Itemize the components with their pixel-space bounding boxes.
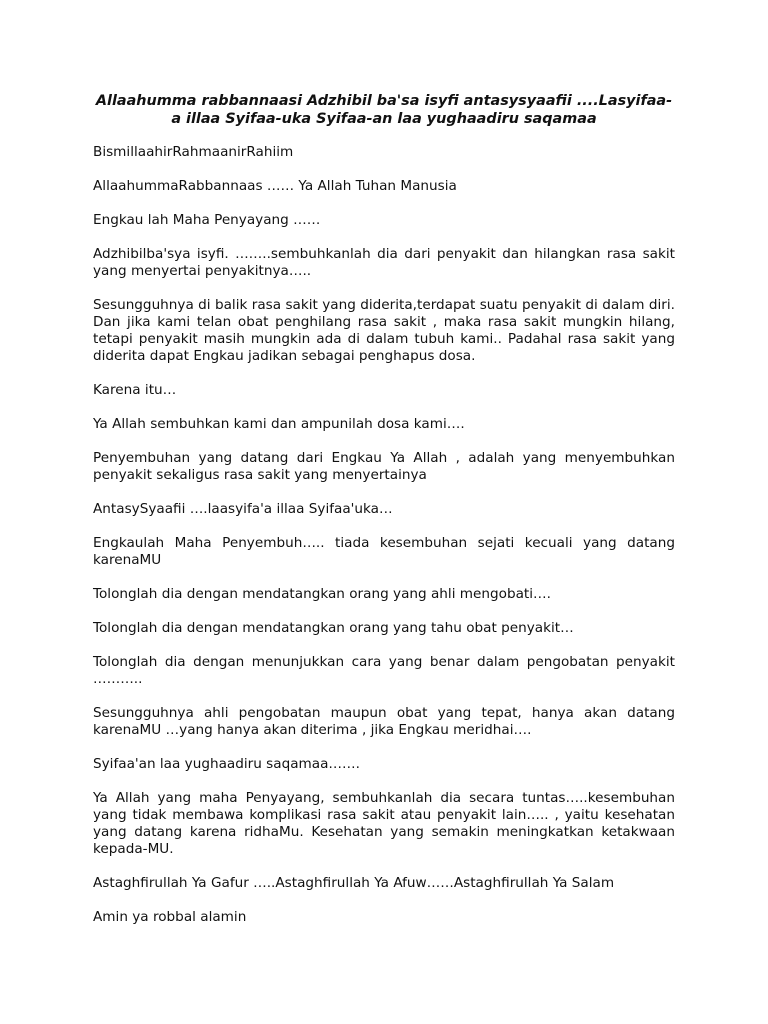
paragraph: Karena itu… bbox=[93, 382, 177, 398]
paragraph: Tolonglah dia dengan mendatangkan orang yang tahu obat penyakit… bbox=[93, 620, 574, 636]
paragraph: Sesungguhnya ahli pengobatan maupun obat yang tepat, hanya akan datang karenaMU …yang hanya akan diterima , jika Engkau meridhai…. bbox=[93, 705, 675, 738]
paragraph: Ya Allah sembuhkan kami dan ampunilah dosa kami…. bbox=[93, 416, 465, 432]
paragraph: Engkaulah Maha Penyembuh….. tiada kesembuhan sejati kecuali yang datang karenaMU bbox=[93, 535, 675, 568]
paragraph: Ya Allah yang maha Penyayang, sembuhkanlah dia secara tuntas…..kesembuhan yang tidak membawa komplikasi rasa sakit atau penyakit lain….. , yaitu kesehatan yang datang karena ridhaMu. Kesehatan yang semakin meningkatkan ketakwaan kepada-MU. bbox=[93, 790, 675, 857]
paragraph: Adzhibilba'sya isyfi. ……..sembuhkanlah dia dari penyakit dan hilangkan rasa sakit yang menyertai penyakitnya….. bbox=[93, 246, 675, 279]
paragraph: Engkau lah Maha Penyayang …… bbox=[93, 212, 321, 228]
paragraph: Sesungguhnya di balik rasa sakit yang diderita,terdapat suatu penyakit di dalam diri. Dan jika kami telan obat penghilang rasa sakit , maka rasa sakit mungkin hilang, tetapi penyakit masih mungkin ada di dalam tubuh kami.. Padahal rasa sakit yang diderita dapat Engkau jadikan sebagai penghapus dosa. bbox=[93, 297, 675, 364]
document-body bbox=[93, 92, 675, 943]
paragraph: BismillaahirRahmaanirRahiim bbox=[93, 144, 294, 160]
paragraph: Astaghfirullah Ya Gafur …..Astaghfirullah Ya Afuw……Astaghfirullah Ya Salam bbox=[93, 875, 615, 891]
paragraph: Tolonglah dia dengan menunjukkan cara yang benar dalam pengobatan penyakit ……….. bbox=[93, 654, 675, 687]
document-title: Allaahumma rabbannaasi Adzhibil ba'sa isyfi antasysyaafii ....Lasyifaa-a illaa Syifaa-uka Syifaa-an laa yughaadiru saqamaa bbox=[95, 93, 673, 127]
paragraph: AntasySyaafii ….laasyifa'a illaa Syifaa'uka… bbox=[93, 501, 393, 517]
paragraph: Amin ya robbal alamin bbox=[93, 909, 247, 925]
paragraph: Penyembuhan yang datang dari Engkau Ya Allah , adalah yang menyembuhkan penyakit sekaligus rasa sakit yang menyertainya bbox=[93, 450, 675, 483]
paragraph: Tolonglah dia dengan mendatangkan orang yang ahli mengobati…. bbox=[93, 586, 551, 602]
paragraph: Syifaa'an laa yughaadiru saqamaa……. bbox=[93, 756, 360, 772]
paragraph: AllaahummaRabbannaas …… Ya Allah Tuhan Manusia bbox=[93, 178, 457, 194]
